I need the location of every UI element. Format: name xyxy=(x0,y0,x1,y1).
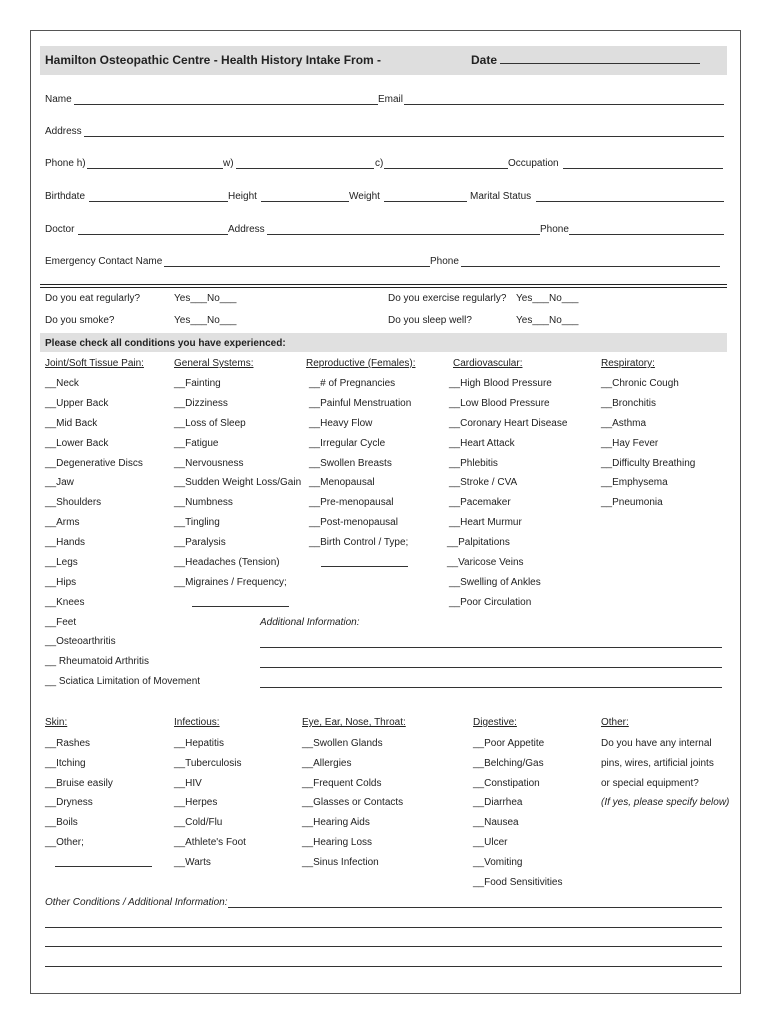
other-conditions-line[interactable] xyxy=(45,927,722,928)
general-item[interactable]: __Loss of Sleep xyxy=(174,418,246,429)
reproductive-item[interactable]: __# of Pregnancies xyxy=(309,378,396,389)
reproductive-item[interactable]: __Heavy Flow xyxy=(309,418,373,429)
date-label: Date xyxy=(471,53,498,67)
conditions-title: Please check all conditions you have experienced: xyxy=(45,338,286,349)
infectious-item[interactable]: __Hepatitis xyxy=(174,738,225,749)
form-title: Hamilton Osteopathic Centre - Health History Intake From - xyxy=(45,53,382,67)
skin-item[interactable]: __Boils xyxy=(45,817,78,828)
respiratory-item[interactable]: __Difficulty Breathing xyxy=(601,458,696,469)
cardio-item[interactable]: __Palpitations xyxy=(447,537,510,548)
skin-header: Skin: xyxy=(45,717,68,728)
skin-item[interactable]: __Itching xyxy=(45,758,86,769)
smoke-yes-no[interactable]: Yes___No___ xyxy=(174,315,237,326)
digestive-item[interactable]: __Poor Appetite xyxy=(473,738,545,749)
reproductive-item[interactable]: __Menopausal xyxy=(309,477,375,488)
general-item[interactable]: __Dizziness xyxy=(174,398,228,409)
respiratory-item[interactable]: __Hay Fever xyxy=(601,438,659,449)
ent-item[interactable]: __Sinus Infection xyxy=(302,857,379,868)
emergency-phone-field[interactable] xyxy=(461,266,720,267)
general-item[interactable]: __Sudden Weight Loss/Gain xyxy=(174,477,302,488)
marital-label: Marital Status xyxy=(470,191,532,202)
sleep-question: Do you sleep well? xyxy=(388,315,472,326)
date-field[interactable] xyxy=(500,63,700,64)
smoke-question: Do you smoke? xyxy=(45,315,115,326)
phone-cell-label: c) xyxy=(375,158,384,169)
digestive-item[interactable]: __Constipation xyxy=(473,778,540,789)
respiratory-item[interactable]: __Asthma xyxy=(601,418,647,429)
cardio-item[interactable]: __Varicose Veins xyxy=(447,557,524,568)
respiratory-header: Respiratory: xyxy=(601,358,655,369)
additional-info-label: Additional Information: xyxy=(260,617,360,628)
doctor-address-field[interactable] xyxy=(267,234,540,235)
infectious-item[interactable]: __Cold/Flu xyxy=(174,817,223,828)
infectious-item[interactable]: __HIV xyxy=(174,778,202,789)
cardio-item[interactable]: __Coronary Heart Disease xyxy=(449,418,568,429)
reproductive-item[interactable]: __Irregular Cycle xyxy=(309,438,386,449)
doctor-address-label: Address xyxy=(228,224,265,235)
address-field[interactable] xyxy=(84,136,724,137)
joint-item[interactable]: __Mid Back xyxy=(45,418,98,429)
infectious-header: Infectious: xyxy=(174,717,220,728)
general-item[interactable]: __Paralysis xyxy=(174,537,226,548)
divider xyxy=(40,284,727,285)
cardio-item[interactable]: __Heart Murmur xyxy=(449,517,522,528)
reproductive-item[interactable]: __Swollen Breasts xyxy=(309,458,392,469)
skin-item[interactable]: __Other; xyxy=(45,837,84,848)
respiratory-item[interactable]: __Chronic Cough xyxy=(601,378,679,389)
cardio-item[interactable]: __Phlebitis xyxy=(449,458,498,469)
ent-header: Eye, Ear, Nose, Throat: xyxy=(302,717,406,728)
weight-field[interactable] xyxy=(384,201,467,202)
occupation-field[interactable] xyxy=(563,168,723,169)
general-item[interactable]: __Tingling xyxy=(174,517,220,528)
phone-home-label: Phone h) xyxy=(45,158,86,169)
cardio-item[interactable]: __Swelling of Ankles xyxy=(449,577,541,588)
respiratory-item[interactable]: __Pneumonia xyxy=(601,497,663,508)
joint-item[interactable]: __Jaw xyxy=(45,477,74,488)
cardio-item[interactable]: __Pacemaker xyxy=(449,497,511,508)
joint-item[interactable]: __Hands xyxy=(45,537,86,548)
doctor-label: Doctor xyxy=(45,224,75,235)
cardio-item[interactable]: __High Blood Pressure xyxy=(449,378,552,389)
cardio-item[interactable]: __Stroke / CVA xyxy=(449,477,518,488)
general-item[interactable]: __Migraines / Frequency; xyxy=(174,577,287,588)
reproductive-item[interactable]: __Birth Control / Type; xyxy=(309,537,409,548)
other-conditions-line[interactable] xyxy=(45,946,722,947)
skin-other-field[interactable] xyxy=(55,866,152,867)
sleep-yes-no[interactable]: Yes___No___ xyxy=(516,315,579,326)
joint-item[interactable]: __Upper Back xyxy=(45,398,109,409)
joint-item[interactable]: __Osteoarthritis xyxy=(45,636,116,647)
other-question-line: pins, wires, artificial joints xyxy=(601,758,714,769)
birthdate-label: Birthdate xyxy=(45,191,86,202)
height-field[interactable] xyxy=(261,201,349,202)
phone-cell-field[interactable] xyxy=(384,168,508,169)
joint-item[interactable]: __Legs xyxy=(45,557,78,568)
birth-control-field[interactable] xyxy=(321,566,408,567)
name-label: Name xyxy=(45,94,72,105)
infectious-item[interactable]: __Warts xyxy=(174,857,211,868)
skin-item[interactable]: __Dryness xyxy=(45,797,93,808)
exercise-yes-no[interactable]: Yes___No___ xyxy=(516,293,579,304)
digestive-item[interactable]: __Belching/Gas xyxy=(473,758,544,769)
other-header: Other: xyxy=(601,717,629,728)
phone-work-field[interactable] xyxy=(236,168,374,169)
emergency-name-field[interactable] xyxy=(164,266,430,267)
emergency-label: Emergency Contact Name xyxy=(45,256,163,267)
general-item[interactable]: __Headaches (Tension) xyxy=(174,557,280,568)
reproductive-item[interactable]: __Painful Menstruation xyxy=(309,398,412,409)
other-conditions-line[interactable] xyxy=(45,966,722,967)
emergency-phone-label: Phone xyxy=(430,256,459,267)
joint-item[interactable]: __Hips xyxy=(45,577,77,588)
address-label: Address xyxy=(45,126,82,137)
additional-info-line[interactable] xyxy=(260,647,722,648)
digestive-item[interactable]: __Food Sensitivities xyxy=(473,877,563,888)
joint-item[interactable]: __Degenerative Discs xyxy=(45,458,143,469)
infectious-item[interactable]: __Herpes xyxy=(174,797,218,808)
other-conditions-line[interactable] xyxy=(228,907,722,908)
birthdate-field[interactable] xyxy=(89,201,228,202)
page-frame xyxy=(30,30,741,994)
joint-item[interactable]: __Neck xyxy=(45,378,79,389)
marital-field[interactable] xyxy=(536,201,724,202)
joint-item[interactable]: __Arms xyxy=(45,517,80,528)
infectious-item[interactable]: __Athlete's Foot xyxy=(174,837,246,848)
ent-item[interactable]: __Allergies xyxy=(302,758,352,769)
height-label: Height xyxy=(228,191,257,202)
skin-item[interactable]: __Rashes xyxy=(45,738,91,749)
joint-item[interactable]: __Lower Back xyxy=(45,438,109,449)
eat-yes-no[interactable]: Yes___No___ xyxy=(174,293,237,304)
general-header: General Systems: xyxy=(174,358,254,369)
digestive-item[interactable]: __Ulcer xyxy=(473,837,508,848)
divider xyxy=(40,287,727,288)
eat-question: Do you eat regularly? xyxy=(45,293,141,304)
joint-item[interactable]: __Feet xyxy=(45,617,77,628)
skin-item[interactable]: __Bruise easily xyxy=(45,778,113,789)
reproductive-item[interactable]: __Pre-menopausal xyxy=(309,497,394,508)
digestive-item[interactable]: __Vomiting xyxy=(473,857,523,868)
respiratory-item[interactable]: __Emphysema xyxy=(601,477,668,488)
general-item[interactable]: __Numbness xyxy=(174,497,233,508)
joint-header: Joint/Soft Tissue Pain: xyxy=(45,358,144,369)
phone-home-field[interactable] xyxy=(87,168,223,169)
general-item[interactable]: __Nervousness xyxy=(174,458,244,469)
other-question-line: or special equipment? xyxy=(601,778,699,789)
digestive-item[interactable]: __Nausea xyxy=(473,817,519,828)
ent-item[interactable]: __Swollen Glands xyxy=(302,738,383,749)
joint-item[interactable]: __ Sciatica Limitation of Movement xyxy=(45,676,201,687)
weight-label: Weight xyxy=(349,191,380,202)
exercise-question: Do you exercise regularly? xyxy=(388,293,507,304)
reproductive-item[interactable]: __Post-menopausal xyxy=(309,517,398,528)
infectious-item[interactable]: __Tuberculosis xyxy=(174,758,242,769)
reproductive-header: Reproductive (Females): xyxy=(306,358,416,369)
name-field[interactable] xyxy=(74,104,378,105)
doctor-field[interactable] xyxy=(78,234,228,235)
ent-item[interactable]: __Glasses or Contacts xyxy=(302,797,404,808)
general-item[interactable]: __Fainting xyxy=(174,378,221,389)
cardio-item[interactable]: __Heart Attack xyxy=(449,438,515,449)
respiratory-item[interactable]: __Bronchitis xyxy=(601,398,657,409)
joint-item[interactable]: __Knees xyxy=(45,597,85,608)
joint-item[interactable]: __Shoulders xyxy=(45,497,102,508)
phone-work-label: w) xyxy=(223,158,234,169)
email-label: Email xyxy=(378,94,404,105)
joint-item[interactable]: __ Rheumatoid Arthritis xyxy=(45,656,149,667)
doctor-phone-label: Phone xyxy=(540,224,569,235)
ent-item[interactable]: __Hearing Aids xyxy=(302,817,370,828)
cardio-item[interactable]: __Low Blood Pressure xyxy=(449,398,550,409)
other-conditions-label: Other Conditions / Additional Information: xyxy=(45,897,228,908)
digestive-item[interactable]: __Diarrhea xyxy=(473,797,523,808)
ent-item[interactable]: __Frequent Colds xyxy=(302,778,382,789)
cardio-header: Cardiovascular: xyxy=(453,358,523,369)
occupation-label: Occupation xyxy=(508,158,559,169)
email-field[interactable] xyxy=(404,104,724,105)
other-question-line: Do you have any internal xyxy=(601,738,712,749)
other-note: (If yes, please specify below) xyxy=(601,797,730,808)
doctor-phone-field[interactable] xyxy=(569,234,724,235)
additional-info-line[interactable] xyxy=(260,667,722,668)
ent-item[interactable]: __Hearing Loss xyxy=(302,837,373,848)
digestive-header: Digestive: xyxy=(473,717,517,728)
migraine-frequency-field[interactable] xyxy=(192,606,289,607)
additional-info-line[interactable] xyxy=(260,687,722,688)
cardio-item[interactable]: __Poor Circulation xyxy=(449,597,532,608)
general-item[interactable]: __Fatigue xyxy=(174,438,219,449)
